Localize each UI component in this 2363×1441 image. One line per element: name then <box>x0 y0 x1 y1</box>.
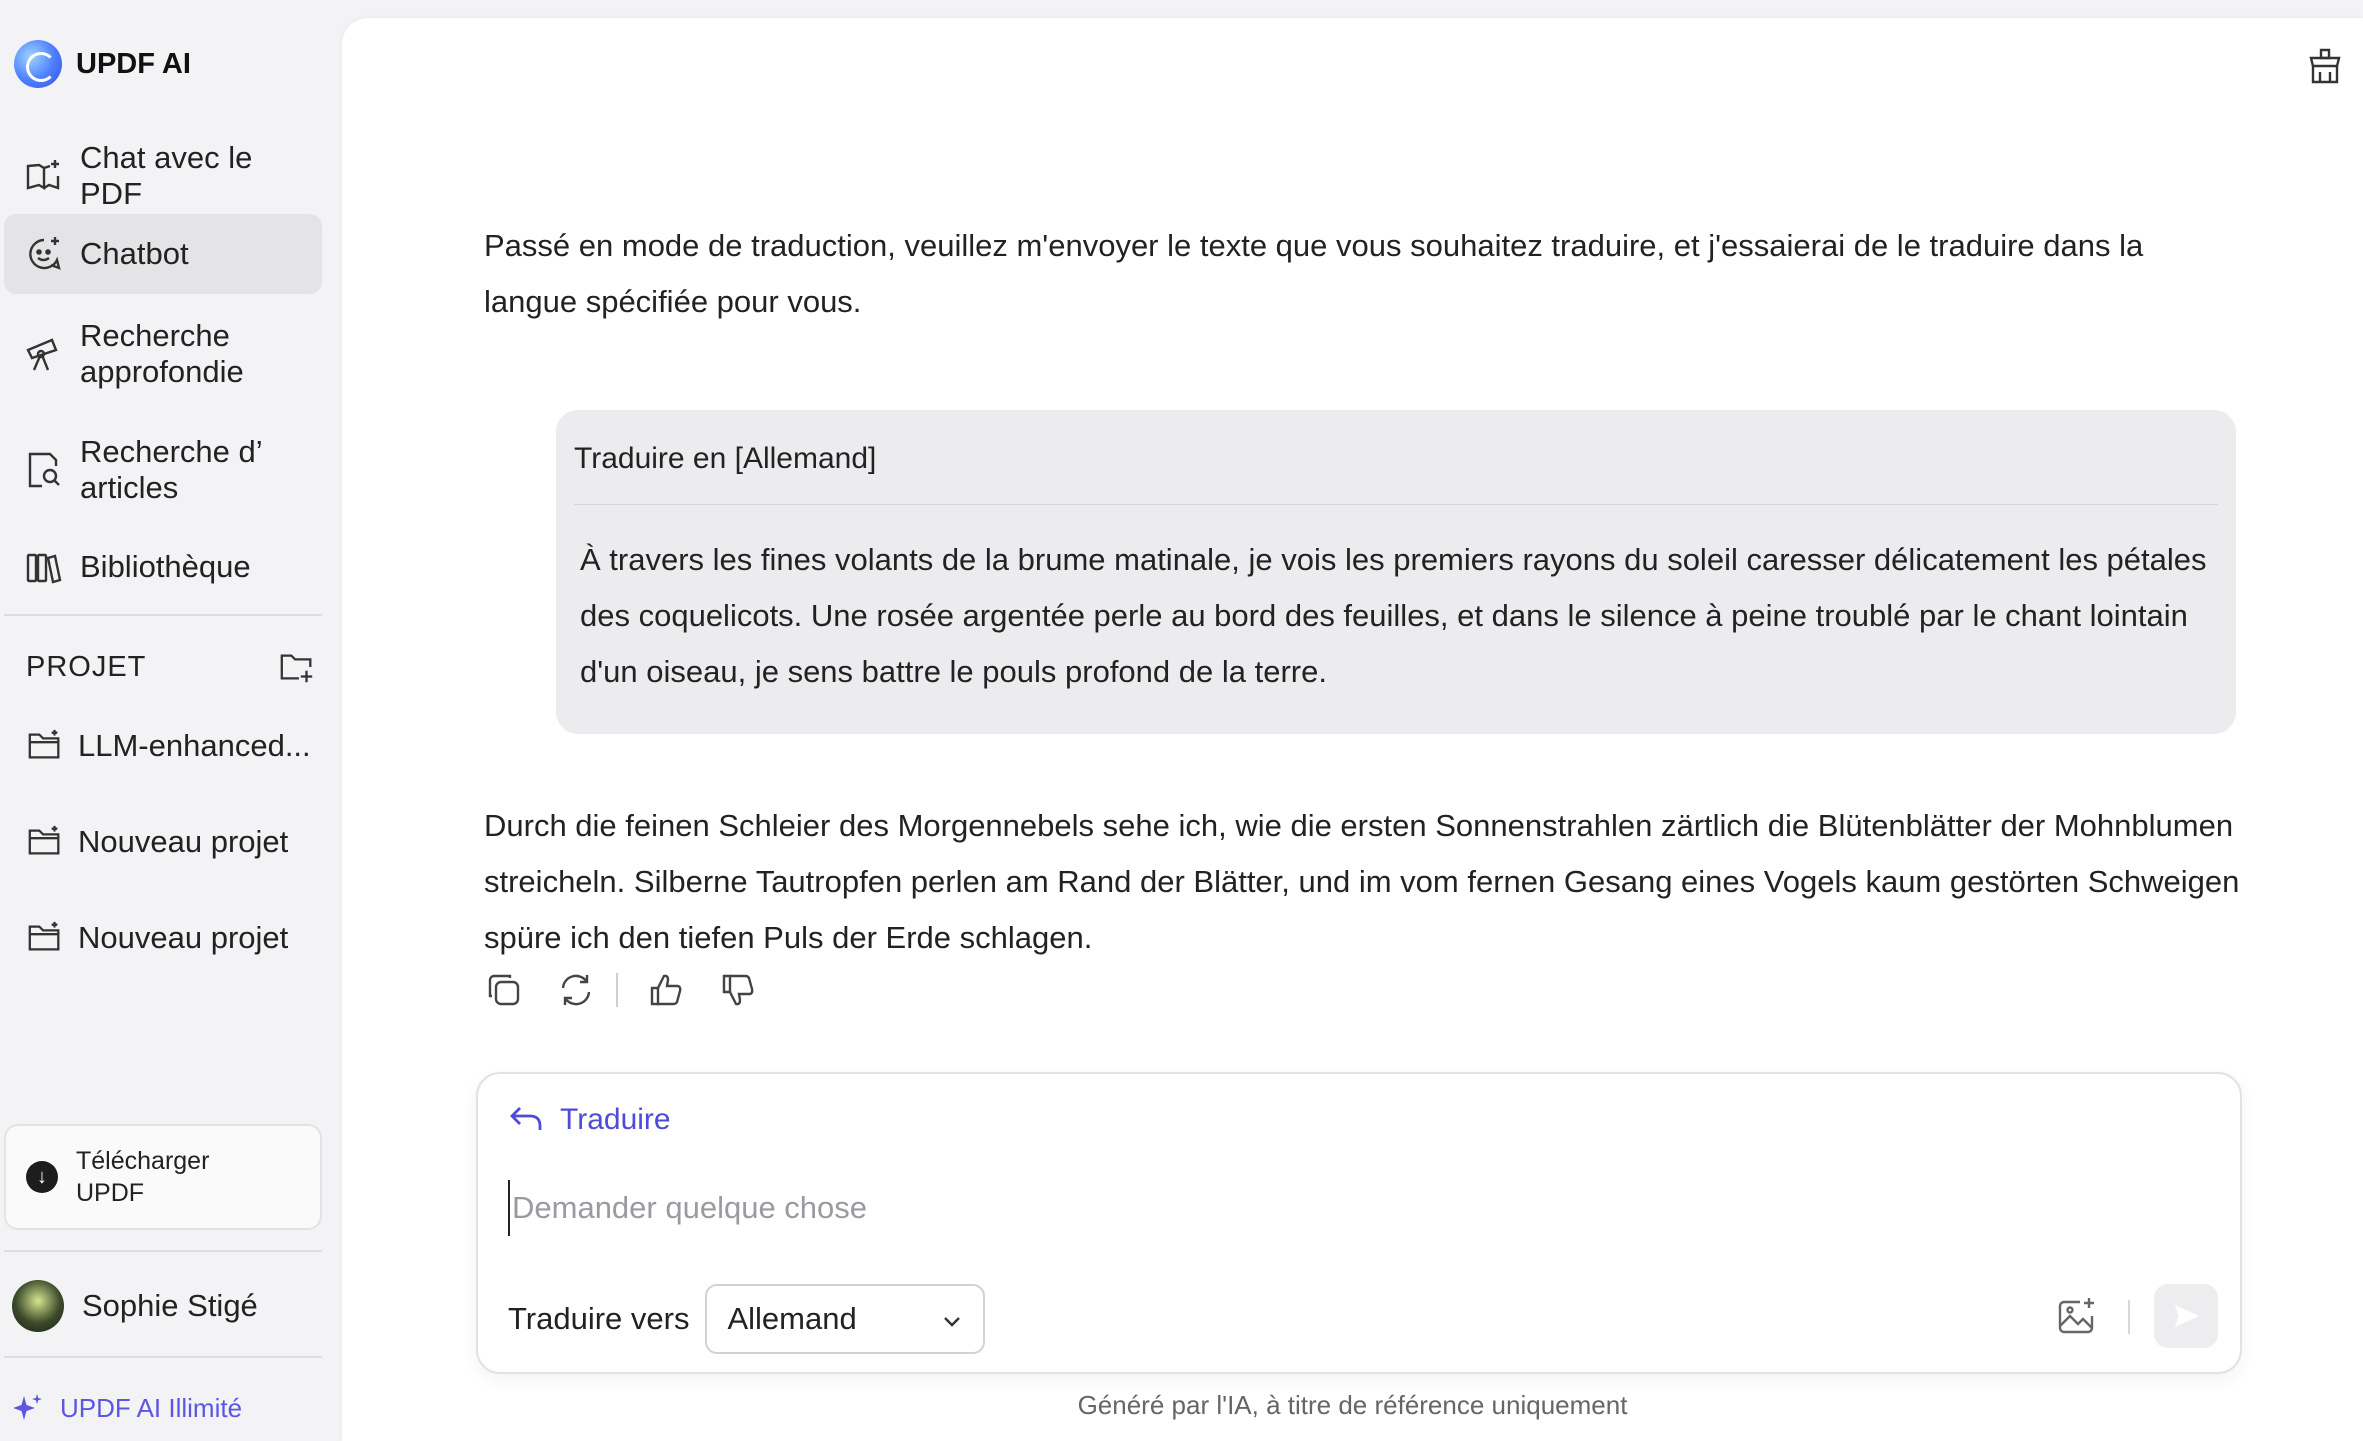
target-language-select[interactable] <box>705 1284 985 1354</box>
message-actions <box>484 970 790 1010</box>
user-message-bubble <box>556 410 2236 734</box>
project-item[interactable] <box>4 906 322 970</box>
translate-mode-chip[interactable] <box>508 1102 671 1138</box>
actions-separator <box>616 973 618 1007</box>
updf-logo-icon <box>14 40 62 88</box>
send-button[interactable] <box>2154 1284 2218 1348</box>
brand-name: UPDF AI <box>76 47 191 80</box>
sidebar-item-article-search[interactable] <box>4 426 322 514</box>
user-profile[interactable] <box>12 1280 258 1332</box>
copy-icon[interactable] <box>484 970 524 1010</box>
clear-chat-icon[interactable] <box>2305 46 2345 86</box>
ai-disclaimer: Généré par l'IA, à titre de référence uniquement <box>1077 1390 1628 1420</box>
book-sparkle-icon <box>24 156 64 196</box>
chat-composer <box>476 1072 2242 1374</box>
projects-title: PROJET <box>26 650 147 683</box>
target-language-caption: Traduire vers <box>508 1301 690 1336</box>
upgrade-label: UPDF AI Illimité <box>60 1392 243 1423</box>
sidebar-item-label: Chatbot <box>80 236 189 271</box>
sidebar-divider <box>4 614 322 616</box>
target-language-row <box>508 1284 985 1354</box>
target-language-value: Allemand <box>727 1301 857 1336</box>
project-item[interactable] <box>4 714 322 778</box>
sidebar-item-label: Recherche d’ articles <box>80 434 262 505</box>
sidebar-item-label: Chat avec le PDF <box>80 140 253 211</box>
project-label: Nouveau projet <box>78 920 289 955</box>
composer-separator <box>2128 1300 2130 1334</box>
project-label: LLM-enhanced... <box>78 728 311 763</box>
chatbot-icon <box>24 234 64 274</box>
sidebar-item-library[interactable] <box>4 538 322 596</box>
projects-header <box>26 648 316 686</box>
avatar <box>12 1280 64 1332</box>
sidebar-divider <box>4 1356 322 1358</box>
project-item[interactable] <box>4 810 322 874</box>
bubble-divider <box>574 504 2218 505</box>
ai-message: Passé en mode de traduction, veuillez m'envoyer le texte que vous souhaitez traduire, et j'essaierai de le traduire dans la langue spécifiée pour vous. <box>484 228 2144 319</box>
user-message-body: À travers les fines volants de la brume matinale, je vois les premiers rayons du soleil caresser délicatement les pétales des coquelicots. Une rosée argentée perle au bord des feuilles, et dans le silence à peine troublé par le chant lointain d'un oiseau, je sens battre le pouls profond de la terre. <box>580 542 2207 689</box>
reply-arrow-icon <box>508 1102 544 1138</box>
sidebar-item-label: Bibliothèque <box>80 549 251 584</box>
send-icon <box>2171 1301 2201 1331</box>
project-folder-icon <box>26 727 64 765</box>
sidebar-item-chat-pdf[interactable] <box>4 140 322 211</box>
ai-message: Durch die feinen Schleier des Morgennebels sehe ich, wie die ersten Sonnenstrahlen zärtlich die Blütenblätter der Mohnblumen streicheln. Silberne Tautropfen perlen am Rand der Blätter, und im vom fernen Gesang eines Vogels kaum gestörten Schweigen spüre ich den tiefen Puls der Erde schlagen. <box>484 808 2240 955</box>
sparkle-icon <box>12 1392 44 1424</box>
sidebar-item-deep-research[interactable] <box>4 310 322 398</box>
user-message-header: Traduire en [Allemand] <box>574 442 877 475</box>
project-label: Nouveau projet <box>78 824 289 859</box>
sidebar <box>0 0 340 1441</box>
brand[interactable] <box>14 40 191 88</box>
prompt-input[interactable] <box>508 1180 2208 1236</box>
regenerate-icon[interactable] <box>556 970 596 1010</box>
project-folder-icon <box>26 823 64 861</box>
download-icon: ↓ <box>26 1161 58 1193</box>
telescope-icon <box>24 334 64 374</box>
sidebar-divider <box>4 1250 322 1252</box>
thumbs-up-icon[interactable] <box>646 970 686 1010</box>
new-folder-icon[interactable] <box>278 648 316 686</box>
user-name: Sophie Stigé <box>82 1288 258 1323</box>
library-icon <box>24 547 64 587</box>
mode-label: Traduire <box>560 1103 671 1136</box>
thumbs-down-icon[interactable] <box>718 970 758 1010</box>
upgrade-link[interactable] <box>12 1392 242 1424</box>
chevron-down-icon <box>939 1306 965 1332</box>
document-search-icon <box>24 450 64 490</box>
project-folder-icon <box>26 919 64 957</box>
download-updf-button[interactable] <box>4 1124 322 1230</box>
image-upload-icon[interactable] <box>2056 1296 2098 1338</box>
sidebar-item-label: Recherche approfondie <box>80 318 244 389</box>
chat-panel <box>342 18 2363 1441</box>
download-label: Télécharger UPDF <box>76 1147 210 1207</box>
sidebar-item-chatbot[interactable] <box>4 214 322 294</box>
